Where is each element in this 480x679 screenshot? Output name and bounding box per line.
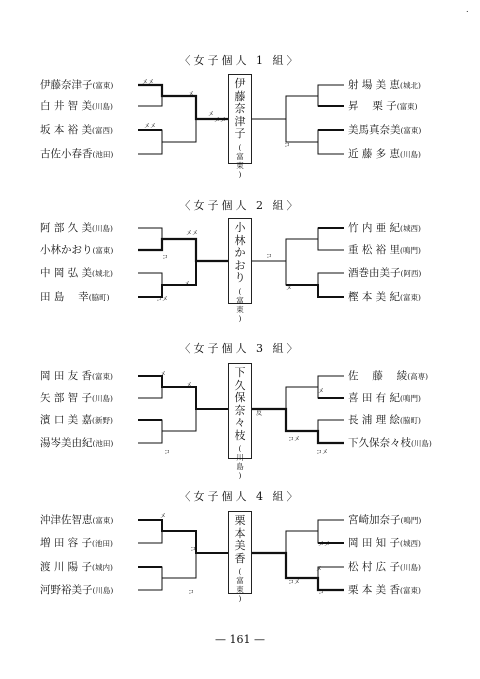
player-school: (川島) bbox=[400, 150, 421, 159]
player-name: 田 島 幸 bbox=[40, 291, 89, 303]
player-school: (鳴門) bbox=[400, 394, 421, 403]
match-mark: コ bbox=[318, 589, 325, 596]
player-name: 伊藤奈津子 bbox=[40, 79, 93, 91]
match-mark: コ bbox=[284, 142, 291, 149]
winner-char: ( bbox=[238, 444, 242, 453]
bracket-line bbox=[138, 520, 228, 553]
match-mark: コ bbox=[162, 254, 169, 261]
player-school: (池田) bbox=[92, 539, 113, 548]
bracket-line bbox=[318, 130, 344, 154]
player-school: (富東) bbox=[400, 586, 421, 595]
bracket-line bbox=[138, 273, 162, 297]
match-mark: コ bbox=[266, 253, 273, 260]
bracket-line bbox=[318, 376, 344, 398]
bracket-line bbox=[286, 387, 318, 409]
winner-char: 子 bbox=[234, 127, 246, 140]
player-school: (鳴門) bbox=[400, 516, 422, 525]
player-name: 射 場 美 恵 bbox=[348, 79, 401, 91]
winner-char: 栗 bbox=[234, 514, 246, 527]
player-name: 下久保奈々枝 bbox=[348, 437, 411, 449]
match-mark: メメ bbox=[142, 79, 155, 86]
player-name: 長 浦 理 絵 bbox=[348, 414, 401, 426]
player-school: (富東) bbox=[400, 126, 422, 135]
bracket-line bbox=[318, 273, 344, 297]
player-name: 宮崎加奈子 bbox=[348, 514, 401, 526]
winner-char: ( bbox=[238, 286, 242, 296]
winner-char: ( bbox=[238, 142, 242, 152]
winner-char: 枝 bbox=[234, 428, 246, 442]
bracket-line bbox=[318, 85, 344, 106]
player-school: (富東) bbox=[396, 102, 418, 111]
match-mark: コメ bbox=[288, 579, 301, 586]
match-mark: メ bbox=[316, 566, 323, 573]
bracket-line bbox=[138, 567, 162, 590]
match-mark: 反 bbox=[256, 410, 263, 417]
winner-char: ) bbox=[238, 169, 242, 179]
winner-char: ) bbox=[238, 313, 242, 323]
match-mark: メ bbox=[188, 91, 195, 98]
match-mark: コ bbox=[188, 589, 195, 596]
player-school: (川島) bbox=[92, 102, 113, 111]
bracket-line bbox=[162, 119, 196, 142]
player-school: (脇町) bbox=[88, 293, 110, 302]
match-mark: メメ bbox=[144, 123, 157, 130]
winner-char: お bbox=[234, 258, 246, 272]
bracket-line bbox=[252, 553, 344, 590]
player-school: (城内) bbox=[92, 563, 113, 572]
match-mark: メメ bbox=[214, 117, 227, 124]
match-mark: メ bbox=[318, 388, 325, 395]
player-name: 喜 田 有 紀 bbox=[348, 392, 401, 404]
winner-char: 島 bbox=[236, 462, 244, 471]
winner-char: 々 bbox=[234, 416, 246, 429]
bracket-line bbox=[138, 376, 228, 409]
bracket-lines-group-2 bbox=[138, 228, 344, 297]
match-mark: コ bbox=[190, 546, 197, 553]
bracket-line bbox=[318, 420, 344, 443]
winner-char: り bbox=[234, 271, 246, 284]
player-name: 阿 部 久 美 bbox=[40, 222, 93, 234]
bracket-line bbox=[138, 239, 228, 261]
player-school: (池田) bbox=[92, 150, 114, 159]
match-mark: メ bbox=[286, 285, 293, 292]
player-school: (川島) bbox=[92, 224, 113, 233]
bracket-line bbox=[138, 130, 162, 154]
winner-char: か bbox=[234, 246, 246, 259]
bracket-line bbox=[252, 409, 344, 443]
group-title: 〈女子個人 2 組〉 bbox=[179, 199, 301, 212]
player-school: (富東) bbox=[400, 293, 421, 302]
match-mark: メ bbox=[208, 111, 215, 118]
player-name: 佐 藤 綾 bbox=[348, 370, 408, 382]
winner-char: 藤 bbox=[234, 89, 246, 103]
player-name: 矢 部 智 子 bbox=[40, 392, 93, 404]
player-school: (城西) bbox=[400, 224, 421, 233]
winner-char: 伊 bbox=[234, 77, 246, 90]
player-school: (城北) bbox=[92, 269, 113, 278]
player-school: (富東) bbox=[92, 372, 113, 381]
winner-char: 津 bbox=[234, 114, 246, 128]
player-school: (阿西) bbox=[400, 269, 422, 278]
match-mark: メ bbox=[160, 513, 167, 520]
winner-char: 川 bbox=[236, 453, 244, 462]
player-name: 小林かおり bbox=[40, 244, 93, 256]
player-name: 近 藤 多 恵 bbox=[348, 148, 401, 160]
match-mark: メメ bbox=[318, 541, 331, 548]
bracket-line bbox=[162, 409, 196, 431]
bracket-line bbox=[286, 285, 344, 297]
bracket-line bbox=[138, 420, 162, 443]
winner-char: 富 bbox=[236, 295, 244, 305]
winner-char: 富 bbox=[236, 151, 244, 161]
group-title: 〈女子個人 3 組〉 bbox=[179, 342, 301, 355]
bracket-line bbox=[138, 261, 196, 297]
player-name: 湯岑美由紀 bbox=[40, 437, 93, 449]
bracket-line bbox=[162, 553, 196, 578]
match-mark: コメ bbox=[288, 436, 301, 443]
player-school: (鳴門) bbox=[400, 246, 421, 255]
player-name: 増 田 容 子 bbox=[40, 537, 93, 549]
winner-char: 香 bbox=[234, 551, 246, 565]
page-number: — 161 — bbox=[215, 633, 265, 646]
player-school: (城西) bbox=[400, 539, 421, 548]
bracket-line bbox=[138, 520, 162, 543]
match-mark: コメ bbox=[156, 296, 169, 303]
player-name: 沖津佐智恵 bbox=[40, 514, 93, 526]
player-school: (脇町) bbox=[400, 416, 421, 425]
winner-char: 本 bbox=[234, 526, 246, 540]
bracket-line bbox=[286, 239, 318, 285]
winner-char: 奈 bbox=[234, 403, 246, 417]
player-name: 中 岡 弘 美 bbox=[40, 267, 93, 279]
winner-char: ( bbox=[238, 567, 242, 576]
group-title: 〈女子個人 4 組〉 bbox=[179, 490, 301, 503]
player-school: (富東) bbox=[92, 516, 114, 525]
player-school: (池田) bbox=[92, 439, 114, 448]
player-name: 河野裕美子 bbox=[40, 584, 93, 596]
match-mark: メ bbox=[160, 371, 167, 378]
match-mark: メ bbox=[184, 281, 191, 288]
player-name: 白 井 智 美 bbox=[40, 100, 93, 112]
bracket-line bbox=[286, 96, 318, 142]
winner-char: 下 bbox=[234, 366, 246, 379]
winner-char: 東 bbox=[236, 304, 244, 314]
player-school: (新野) bbox=[92, 416, 113, 425]
player-school: (川島) bbox=[92, 394, 113, 403]
player-school: (川島) bbox=[411, 439, 432, 448]
winner-char: 美 bbox=[234, 539, 246, 552]
player-name: 重 松 裕 里 bbox=[348, 244, 401, 256]
bracket-line bbox=[318, 520, 344, 543]
match-mark: メメ bbox=[186, 230, 199, 237]
bracket-line bbox=[138, 228, 162, 250]
player-name: 栗 本 美 香 bbox=[348, 584, 401, 596]
player-name: 昇 栗 子 bbox=[348, 100, 397, 112]
player-name: 坂 本 裕 美 bbox=[40, 124, 93, 136]
corner-mark: . bbox=[466, 5, 469, 14]
winner-char: 小 bbox=[234, 221, 246, 234]
player-school: (川島) bbox=[92, 586, 114, 595]
player-school: (川島) bbox=[400, 563, 421, 572]
winner-char: 林 bbox=[234, 233, 246, 247]
match-mark: コ bbox=[164, 449, 171, 456]
bracket-lines-group-1 bbox=[138, 85, 344, 154]
player-name: 松 村 広 子 bbox=[348, 561, 401, 573]
winner-char: ) bbox=[238, 594, 242, 603]
bracket-line bbox=[318, 228, 344, 250]
winner-char: 久 bbox=[234, 378, 246, 392]
match-mark: メ bbox=[186, 382, 193, 389]
player-name: 渡 川 陽 子 bbox=[40, 561, 93, 573]
bracket-lines-group-4 bbox=[138, 520, 344, 590]
winner-char: 奈 bbox=[234, 102, 246, 115]
winner-char: 東 bbox=[236, 160, 244, 170]
player-name: 酒巻由美子 bbox=[348, 267, 401, 279]
winner-char: 保 bbox=[234, 391, 246, 404]
bracket-line bbox=[138, 85, 162, 106]
bracket-line bbox=[286, 531, 318, 553]
bracket-lines-group-3 bbox=[138, 376, 344, 443]
bracket-line bbox=[318, 567, 344, 590]
player-school: (富東) bbox=[92, 246, 114, 255]
player-school: (高専) bbox=[407, 372, 429, 381]
player-name: 古佐小春香 bbox=[40, 148, 93, 160]
bracket-line bbox=[138, 376, 162, 398]
winner-char: 富 bbox=[236, 576, 244, 585]
player-school: (富東) bbox=[92, 81, 114, 90]
winner-char: 東 bbox=[236, 585, 244, 594]
player-name: 樫 本 美 紀 bbox=[348, 291, 401, 303]
player-school: (城北) bbox=[400, 81, 421, 90]
player-name: 岡 田 友 香 bbox=[40, 370, 93, 382]
winner-char: ) bbox=[238, 471, 242, 480]
match-mark: コメ bbox=[316, 449, 329, 456]
player-name: 竹 内 亜 紀 bbox=[348, 222, 401, 234]
player-school: (富西) bbox=[92, 126, 113, 135]
player-name: 美馬真奈美 bbox=[348, 124, 401, 136]
player-name: 濱 口 美 嘉 bbox=[40, 414, 93, 426]
player-name: 岡 田 知 子 bbox=[348, 537, 401, 549]
bracket-line bbox=[138, 85, 228, 119]
group-title: 〈女子個人 1 組〉 bbox=[179, 54, 301, 67]
